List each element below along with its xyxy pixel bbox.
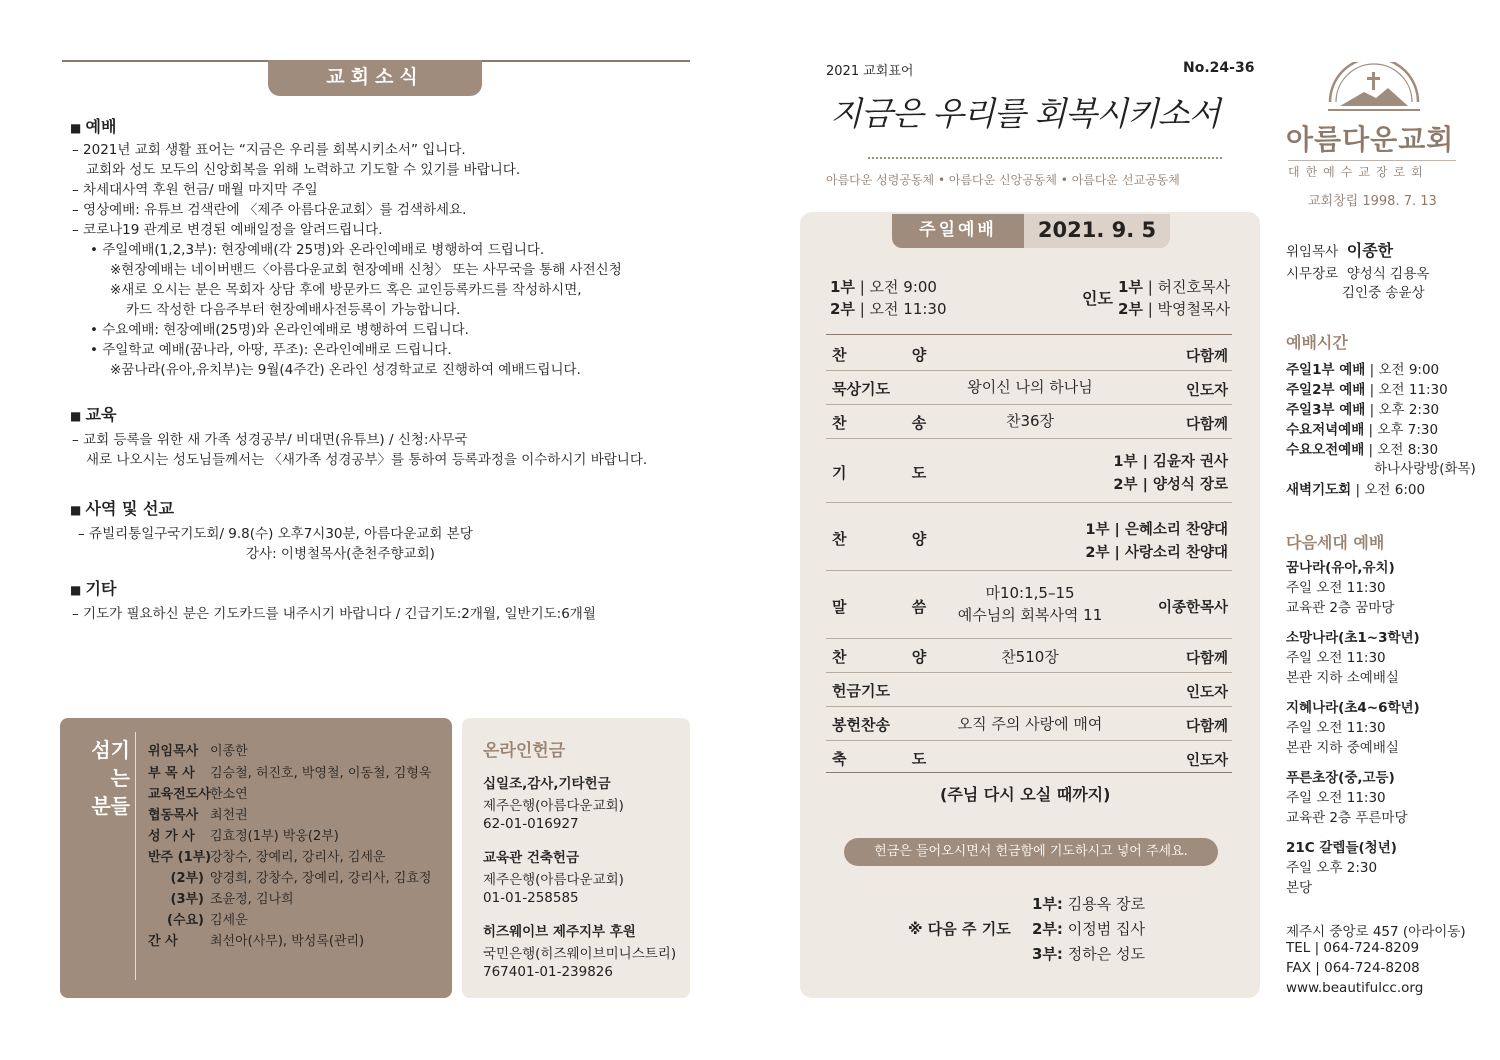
- worship-tab: 주일예배: [892, 214, 1024, 248]
- church-name: 아름다운교회: [1286, 123, 1455, 156]
- servers-title-line: 분들: [91, 794, 130, 818]
- server-names: 김승철, 허진호, 박영철, 이동철, 김형욱: [210, 766, 432, 781]
- next-prayer-row: [1032, 893, 1145, 914]
- offering-bank: 제주은행(아름다운교회): [483, 798, 624, 814]
- service-part: 1부: [830, 278, 855, 296]
- order-mid: 예수님의 회복사역 11: [957, 606, 1103, 624]
- service-time: 오전 9:00: [869, 278, 937, 296]
- next-gen-time: 주일 오전 11:30: [1286, 650, 1386, 666]
- time-label: 수요오전예배: [1286, 442, 1365, 458]
- time-row: 수요저녁예배 | 오후 7:30: [1286, 422, 1439, 438]
- motto-label: 2021 교회표어: [826, 64, 914, 79]
- lead-2: 2부 | 박영철목사: [1118, 300, 1230, 318]
- server-names: 조윤정, 김나희: [210, 892, 294, 907]
- closing-line: (주님 다시 오실 때까지): [940, 785, 1111, 804]
- next-gen-heading: 다음세대 예배: [1286, 533, 1385, 552]
- order-right: 2부 | 사랑소리 찬양대: [1085, 545, 1228, 561]
- next-prayer-label: ※ 다음 주 기도: [908, 920, 1011, 938]
- order-name: 찬 양: [832, 530, 957, 548]
- order-divider: [826, 370, 1232, 371]
- lead-name: 허진호목사: [1157, 278, 1230, 296]
- offering-account: 01-01-258585: [483, 890, 579, 906]
- news-line: – 교회 등록을 위한 새 가족 성경공부/ 비대면(유튜브) / 신청:사무국: [72, 432, 468, 448]
- order-right: 인도자: [1185, 753, 1228, 769]
- order-divider: [826, 638, 1232, 639]
- offering-account: 767401-01-239826: [483, 964, 613, 980]
- order-right: 다함께: [1185, 349, 1228, 365]
- service-2: 2부 | 오전 11:30: [830, 300, 947, 318]
- next-gen-name: 21C 갈렙들(청년): [1286, 840, 1397, 856]
- server-row: [148, 888, 294, 907]
- founded-date: 교회창립 1998. 7. 13: [1308, 194, 1437, 209]
- server-row: [148, 867, 431, 886]
- news-line: • 주일예배(1,2,3부): 현장예배(각 25명)와 온라인예배로 병행하여 드립니다.: [90, 242, 545, 258]
- server-role: 교육전도사: [148, 787, 211, 802]
- order-right: 인도자: [1185, 383, 1228, 399]
- order-mid: 찬36장: [1005, 412, 1055, 430]
- offering-notice: 헌금은 들어오시면서 헌금함에 기도하시고 넣어 주세요.: [844, 838, 1218, 866]
- servers-title: [74, 736, 130, 820]
- server-row: [148, 804, 248, 823]
- next-gen-time: 주일 오전 11:30: [1286, 790, 1386, 806]
- news-line: – 코로나19 관계로 변경된 예배일정을 알려드립니다.: [72, 222, 383, 238]
- next-name: 정하은 성도: [1067, 945, 1145, 963]
- order-divider: [826, 672, 1232, 673]
- etc-heading: ■ 기타: [70, 576, 116, 599]
- order-right: 1부 | 김윤자 권사: [1113, 454, 1228, 470]
- order-mid: 오직 주의 사랑에 매여: [957, 715, 1103, 733]
- order-name: 기 도: [832, 464, 957, 482]
- order-name: 찬 양: [832, 346, 957, 364]
- servers-title-line: 섬기는: [91, 738, 130, 790]
- news-line: 새로 나오시는 성도님들께서는 〈새가족 성경공부〉를 통하여 등록과정을 이수하시기 바랍니다.: [86, 452, 648, 468]
- order-mid: 찬510장: [1001, 648, 1059, 666]
- next-gen-name: 지혜나라(초4~6학년): [1286, 700, 1420, 716]
- server-row: [148, 909, 248, 928]
- times-heading: 예배시간: [1286, 333, 1348, 352]
- service-1: 1부 | 오전 9:00: [830, 278, 937, 296]
- order-right: 이종한목사: [1157, 600, 1228, 616]
- lead-1: 1부 | 허진호목사: [1118, 278, 1230, 296]
- next-gen-time: 주일 오전 11:30: [1286, 580, 1386, 596]
- server-names: 김세운: [210, 913, 248, 928]
- server-names: 강창수, 장예리, 강리사, 김세운: [210, 850, 386, 865]
- server-row: [148, 740, 248, 759]
- time-label: 주일3부 예배: [1286, 402, 1366, 418]
- order-name: 말 씀: [832, 598, 957, 616]
- time-value: 오전 6:00: [1364, 482, 1426, 498]
- news-line: – 쥬빌리통일구국기도회/ 9.8(수) 오후7시30분, 아름다운교회 본당: [78, 526, 473, 542]
- server-role: 협동목사: [148, 808, 199, 823]
- order-name: 헌금기도: [832, 682, 890, 700]
- server-role: (수요): [167, 913, 204, 928]
- next-name: 김용옥 장로: [1067, 895, 1145, 913]
- next-part: 1부:: [1032, 895, 1063, 913]
- worship-date: 2021. 9. 5: [1024, 214, 1170, 248]
- server-names: 이종한: [210, 744, 248, 759]
- church-tel: TEL | 064-724-8209: [1286, 940, 1420, 956]
- next-gen-time: 주일 오전 11:30: [1286, 720, 1386, 736]
- time-row: 주일1부 예배 | 오전 9:00: [1286, 362, 1440, 378]
- time-label: 새벽기도회: [1286, 482, 1352, 498]
- order-right: 다함께: [1185, 417, 1228, 433]
- order-divider: [826, 570, 1232, 571]
- server-names: 한소연: [210, 787, 248, 802]
- next-part: 3부:: [1032, 945, 1063, 963]
- next-gen-place: 교육관 2층 푸른마당: [1286, 810, 1408, 826]
- offering-head: 히즈웨이브 제주지부 후원: [483, 924, 636, 940]
- time-value: 오전 8:30: [1377, 442, 1439, 458]
- order-divider: [826, 772, 1232, 773]
- time-value: 오후 2:30: [1378, 402, 1440, 418]
- senior-label: 위임목사: [1286, 244, 1339, 260]
- lead-name: 박영철목사: [1157, 300, 1230, 318]
- issue-number: No.24-36: [1183, 60, 1255, 76]
- offering-head: 십일조,감사,기타헌금: [483, 776, 611, 792]
- time-row: 수요오전예배 | 오전 8:30: [1286, 442, 1439, 458]
- server-role: 성 가 사: [148, 829, 195, 844]
- order-right: 2부 | 양성식 장로: [1113, 477, 1228, 493]
- next-gen-place: 본당: [1286, 880, 1313, 896]
- next-gen-place: 본관 지하 소예배실: [1286, 670, 1399, 686]
- elders-names-2: 김인중 송윤상: [1342, 285, 1425, 301]
- service-time: 오전 11:30: [869, 300, 947, 318]
- motto-title: 지금은 우리를 회복시키소서: [830, 94, 1220, 133]
- elders: [1286, 262, 1429, 282]
- news-line: • 주일학교 예배(꿈나라, 아땅, 푸조): 온라인예배로 드립니다.: [90, 342, 452, 358]
- next-part: 2부:: [1032, 920, 1063, 938]
- server-role: 반주 (1부): [148, 850, 212, 865]
- news-line: – 영상예배: 유튜브 검색란에 〈제주 아름다운교회〉를 검색하세요.: [72, 202, 467, 218]
- news-line: – 기도가 필요하신 분은 기도카드를 내주시기 바랍니다 / 긴급기도:2개월, 일반기도:6개월: [72, 606, 596, 622]
- order-divider: [826, 502, 1232, 503]
- server-role: (3부): [170, 892, 204, 907]
- lead-part: 1부: [1118, 278, 1143, 296]
- news-line: – 차세대사역 후원 헌금/ 매월 마지막 주일: [72, 182, 318, 198]
- news-line: ※현장예배는 네이버밴드〈아름다운교회 현장예배 신청〉 또는 사무국을 통해 사전신청: [110, 262, 622, 278]
- time-value: 오전 11:30: [1378, 382, 1448, 398]
- next-prayer-row: [1032, 918, 1145, 939]
- offering-title: 온라인헌금: [483, 741, 566, 761]
- news-line: 강사: 이병철목사(춘천주향교회): [246, 546, 435, 562]
- time-row: 주일3부 예배 | 오후 2:30: [1286, 402, 1440, 418]
- education-heading: ■ 교육: [70, 402, 116, 425]
- offering-bank: 제주은행(아름다운교회): [483, 872, 624, 888]
- next-prayer-row: [1032, 943, 1145, 964]
- order-name: 축 도: [832, 750, 957, 768]
- server-role: 간 사: [148, 934, 178, 949]
- order-divider: [826, 706, 1232, 707]
- offering-account: 62-01-016927: [483, 816, 579, 832]
- community-line: 아름다운 성령공동체 • 아름다운 신앙공동체 • 아름다운 선교공동체: [826, 173, 1180, 187]
- order-divider: [826, 404, 1232, 405]
- server-role: (2부): [170, 871, 204, 886]
- order-divider: [826, 334, 1232, 335]
- server-names: 최선아(사무), 박성록(관리): [210, 934, 365, 949]
- church-address: 제주시 중앙로 457 (아라이동): [1286, 924, 1466, 940]
- elders-label: 시무장로: [1286, 266, 1339, 282]
- news-line: ※새로 오시는 분은 목회자 상담 후에 방문카드 혹은 교인등록카드를 작성하시면,: [110, 282, 582, 298]
- service-part: 2부: [830, 300, 855, 318]
- server-names: 양경희, 강창수, 장예리, 강리사, 김효정: [210, 871, 432, 886]
- order-name: 봉헌찬송: [832, 716, 890, 734]
- server-row: [148, 846, 386, 865]
- elders-names: 양성식 김용옥: [1346, 266, 1430, 282]
- senior-pastor: [1286, 238, 1393, 261]
- worship-heading: ■ 예배: [70, 114, 116, 137]
- order-name: 묵상기도: [832, 380, 890, 398]
- time-label: 주일2부 예배: [1286, 382, 1366, 398]
- time-label: 수요저녁예배: [1286, 422, 1365, 438]
- order-right: 인도자: [1185, 685, 1228, 701]
- denomination: 대한예수교장로회: [1288, 160, 1456, 180]
- news-line: 교회와 성도 모두의 신앙회복을 위해 노력하고 기도할 수 있기를 바랍니다.: [86, 162, 521, 178]
- next-gen-name: 소망나라(초1~3학년): [1286, 630, 1420, 646]
- time-value: 오후 7:30: [1377, 422, 1439, 438]
- next-gen-place: 교육관 2층 꿈마당: [1286, 600, 1395, 616]
- server-row: [148, 825, 339, 844]
- servers-divider: [135, 732, 136, 980]
- church-logo-icon: [1326, 62, 1422, 116]
- dotted-rule: [868, 157, 1222, 159]
- order-name: 찬 양: [832, 648, 957, 666]
- order-divider: [826, 438, 1232, 439]
- church-fax: FAX | 064-724-8208: [1286, 960, 1420, 976]
- offering-head: 교육관 건축헌금: [483, 850, 579, 866]
- offering-bank: 국민은행(히즈웨이브미니스트리): [483, 946, 677, 962]
- order-name: 찬 송: [832, 414, 957, 432]
- news-tab: 교회소식: [268, 60, 482, 96]
- server-role: 위임목사: [148, 744, 199, 759]
- mission-heading: ■ 사역 및 선교: [70, 496, 174, 519]
- news-line: • 수요예배: 현장예배(25명)와 온라인예배로 병행하여 드립니다.: [90, 322, 469, 338]
- time-label: 주일1부 예배: [1286, 362, 1366, 378]
- order-mid: 왕이신 나의 하나님: [967, 378, 1093, 396]
- order-mid: 마10:1,5–15: [985, 584, 1075, 602]
- senior-name: 이종한: [1346, 241, 1394, 260]
- order-right: 다함께: [1185, 719, 1228, 735]
- order-right: 1부 | 은혜소리 찬양대: [1085, 522, 1228, 538]
- server-row: [148, 783, 248, 802]
- time-row: 새벽기도회 | 오전 6:00: [1286, 482, 1426, 498]
- server-row: [148, 762, 431, 781]
- lead-part: 2부: [1118, 300, 1143, 318]
- order-right: 다함께: [1185, 651, 1228, 667]
- server-names: 김효정(1부) 박웅(2부): [210, 829, 339, 844]
- next-gen-time: 주일 오후 2:30: [1286, 860, 1378, 876]
- news-line: – 2021년 교회 생활 표어는 “지금은 우리를 회복시키소서” 입니다.: [72, 142, 466, 158]
- news-line: ※꿈나라(유아,유치부)는 9월(4주간) 온라인 성경학교로 진행하여 예배드립니다.: [110, 362, 581, 378]
- news-line: 카드 작성한 다음주부터 현장예배사전등록이 가능합니다.: [126, 302, 461, 318]
- next-gen-name: 푸른초장(중,고등): [1286, 770, 1395, 786]
- server-role: 부 목 사: [148, 766, 195, 781]
- next-gen-name: 꿈나라(유아,유치): [1286, 560, 1395, 576]
- server-names: 최천권: [210, 808, 248, 823]
- time-extra: 하나사랑방(화목): [1374, 461, 1476, 477]
- next-name: 이정범 집사: [1067, 920, 1145, 938]
- server-row: [148, 930, 364, 949]
- time-row: 주일2부 예배 | 오전 11:30: [1286, 382, 1448, 398]
- church-website[interactable]: www.beautifulcc.org: [1286, 980, 1424, 996]
- next-gen-place: 본관 지하 중예배실: [1286, 740, 1399, 756]
- lead-label: 인도: [1082, 289, 1113, 308]
- order-divider: [826, 740, 1232, 741]
- time-value: 오전 9:00: [1378, 362, 1440, 378]
